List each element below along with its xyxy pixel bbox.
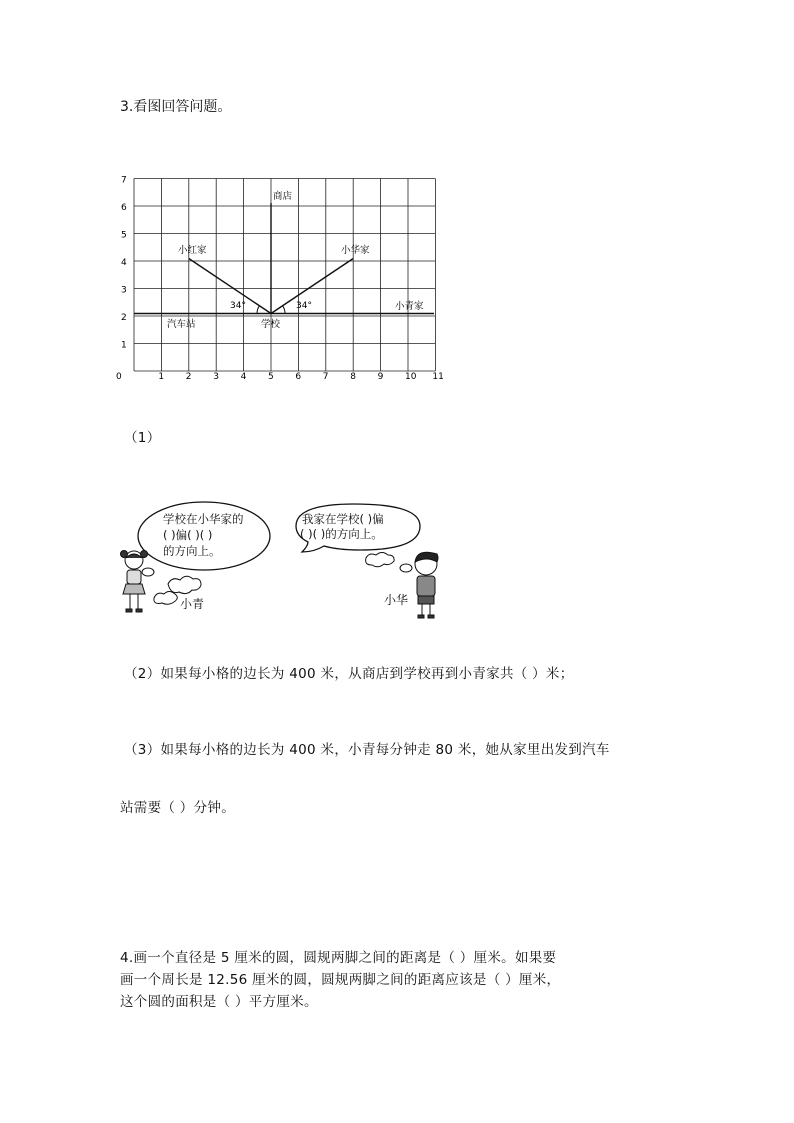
part-2-text: （2）如果每小格的边长为 400 米，从商店到学校再到小青家共（ ）米； <box>124 666 574 682</box>
question-4-line-1: 4.画一个直径是 5 厘米的圆，圆规两脚之间的距离是（ ）厘米。如果要 <box>120 950 557 966</box>
x-tick-label: 7 <box>322 372 329 382</box>
grid-lines <box>134 179 435 372</box>
y-tick-label: 4 <box>121 258 127 268</box>
thought-cloud-left-2 <box>154 592 177 605</box>
x-tick-label: 1 <box>158 372 165 382</box>
bubble-right-line-2: ( )( )的方向上。 <box>300 527 383 541</box>
part-1-label: （1） <box>124 430 161 446</box>
x-tick-label: 9 <box>377 372 384 382</box>
bubble-left-line-3: 的方向上。 <box>163 544 221 558</box>
label-shop: 商店 <box>273 191 293 202</box>
label-busstop: 汽车站 <box>167 319 196 330</box>
x-tick-label: 5 <box>268 372 274 382</box>
kid-name-xiaohua: 小华 <box>384 593 409 607</box>
y-tick-label: 6 <box>121 203 127 213</box>
angle-label-right: 34° <box>296 301 312 311</box>
label-xiaoqing: 小青家 <box>395 301 424 312</box>
thought-dot-left-1 <box>142 568 154 576</box>
x-tick-label: 0 <box>116 372 122 382</box>
part-3-text-line-2: 站需要（ ）分钟。 <box>120 800 235 816</box>
thought-cloud-left-1 <box>168 576 201 593</box>
x-tick-label: 10 <box>405 372 417 382</box>
x-tick-label: 4 <box>240 372 247 382</box>
y-tick-label: 1 <box>121 340 127 351</box>
thought-dot-right-1 <box>400 564 412 572</box>
boy-figure <box>415 552 438 618</box>
angle-arc-right <box>283 306 285 314</box>
bubble-left-line-1: 学校在小华家的 <box>163 512 244 526</box>
label-xiaohong: 小红家 <box>178 245 207 256</box>
y-axis-ticks <box>121 176 127 351</box>
y-tick-label: 3 <box>121 285 127 296</box>
angle-arc-left <box>257 306 259 314</box>
x-tick-label: 8 <box>350 372 356 382</box>
bubble-left-line-2: ( )偏( )( ) <box>163 528 213 542</box>
x-tick-label: 6 <box>295 372 302 382</box>
question-4-line-3: 这个圆的面积是（ ）平方厘米。 <box>120 994 318 1010</box>
y-tick-label: 7 <box>121 175 127 186</box>
question-4-line-2: 画一个周长是 12.56 厘米的圆，圆规两脚之间的距离应该是（ ）厘米， <box>120 972 561 988</box>
coordinate-grid <box>112 166 442 388</box>
question-3-title: 3.看图回答问题。 <box>120 99 232 115</box>
thought-cloud-right-1 <box>366 553 395 567</box>
route-school-xiaohua <box>271 259 353 314</box>
bubble-right-line-1: 我家在学校( )偏 <box>302 512 384 526</box>
girl-figure <box>121 551 148 613</box>
label-school: 学校 <box>261 319 281 330</box>
x-tick-label: 11 <box>432 372 444 382</box>
y-tick-label: 5 <box>121 230 127 241</box>
part-3-text-line-1: （3）如果每小格的边长为 400 米，小青每分钟走 80 米，她从家里出发到汽车 <box>124 742 610 758</box>
x-axis-ticks <box>116 372 444 382</box>
kid-name-xiaoqing: 小青 <box>180 597 205 611</box>
label-xiaohua: 小华家 <box>341 245 370 256</box>
x-tick-label: 2 <box>185 372 192 382</box>
angle-label-left: 34° <box>230 301 246 311</box>
x-tick-label: 3 <box>213 372 219 382</box>
y-tick-label: 2 <box>121 313 127 323</box>
